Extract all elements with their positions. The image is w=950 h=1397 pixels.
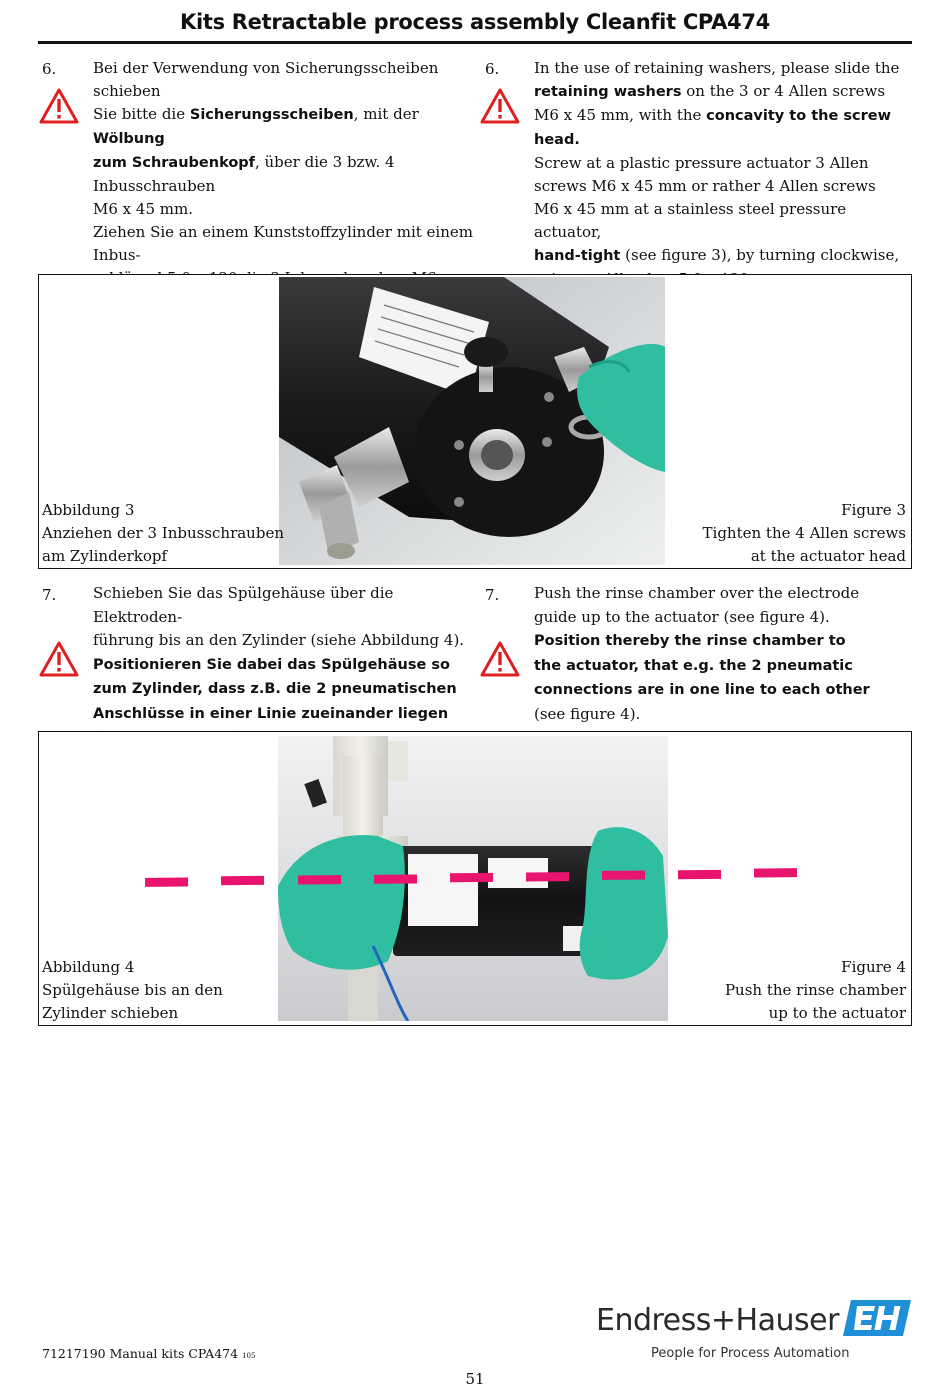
step7-en-text: Push the rinse chamber over the electrode guide up to the actuator (see figure 4). Position thereby the rinse chamber to the actuator, that e.g. the 2 pneumatic connections are in one line to each other (see figure 4).: [534, 584, 870, 723]
page-number: 51: [465, 1370, 485, 1388]
warning-icon: [38, 87, 80, 125]
figure4-caption-de: Abbildung 4 Spülgehäuse bis an den Zylinder schieben: [42, 958, 223, 1022]
step6-de-text: Bei der Verwendung von Sicherungsscheiben schieben Sie bitte die Sicherungsscheiben, mit der Wölbung zum Schraubenkopf, über die 3 bzw. 4 Inbusschrauben M6 x 45 mm. Ziehen Sie an einem Kunststoffzylinder mit einem Inbus-: [93, 59, 473, 264]
step7-de-text: Schieben Sie das Spülgehäuse über die Elektroden- führung bis an den Zylinder (siehe Abbildung 4). Positionieren Sie dabei das Spülgehäuse so zum Zylinder, dass z.B. die 2 pneumatischen Anschlüsse in einer Linie zueinander liegen: [93, 584, 465, 722]
step7-en-number: 7.: [485, 586, 500, 604]
brand-tagline: People for Process Automation: [651, 1346, 850, 1361]
actuator-photo: [279, 277, 665, 565]
warning-icon: [479, 640, 521, 678]
figure3-caption-de: Abbildung 3 Anziehen der 3 Inbusschrauben am Zylinderkopf: [42, 501, 284, 565]
figure3-photo: [279, 277, 665, 565]
step6-en-number: 6.: [485, 60, 500, 78]
step6-de-number: 6.: [42, 60, 57, 78]
title-rule: [38, 41, 912, 44]
eh-logo-icon: [843, 1300, 911, 1336]
brand-wordmark: Endress+Hauser: [596, 1303, 839, 1338]
figure4-caption-en: Figure 4 Push the rinse chamber up to the actuator: [724, 958, 906, 1022]
document-number: 71217190 Manual kits CPA474 105: [42, 1346, 256, 1361]
warning-icon: [479, 87, 521, 125]
warning-icon: [38, 640, 80, 678]
step7-de-number: 7.: [42, 586, 57, 604]
step6-en-text: In the use of retaining washers, please slide the retaining washers on the 3 or 4 Allen screws M6 x 45 mm, with the concavity to the screw head. Screw at a plastic pressure actuator 3 Allen screws M6 x 45 mm or rather 4 Allen screws M6 x 45 mm at a stainless steel pressure actuator, hand-tight (see figure 3), by turning clockwise,: [534, 59, 900, 264]
figure3-caption-en: Figure 3 Tighten the 4 Allen screws at the actuator head: [702, 501, 906, 565]
alignment-dashed-line: [140, 864, 805, 888]
page-title: Kits Retractable process assembly Cleanfit CPA474: [179, 10, 770, 34]
